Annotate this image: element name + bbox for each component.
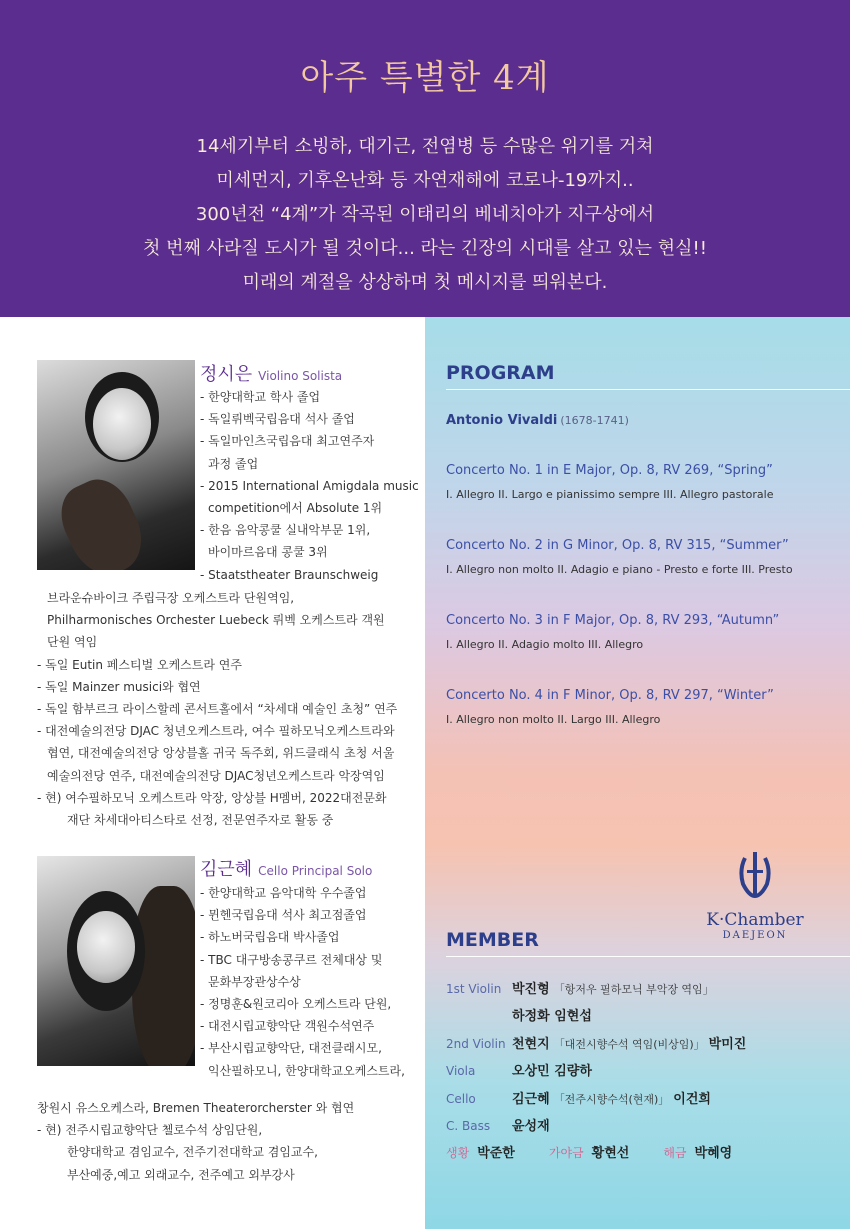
bio-line: - 대전시립교향악단 객원수석연주 <box>200 1019 375 1034</box>
cellist-photo <box>37 856 195 1066</box>
header-banner <box>0 0 850 317</box>
performer-bio-1-cont <box>37 587 417 831</box>
performer-role: Cello Principal Solo <box>258 864 373 878</box>
bio-line: - 현) 전주시립교향악단 첼로수석 상임단원, <box>37 1123 263 1138</box>
bio-line: 부산예중,예고 외래교수, 전주예고 외부강사 <box>67 1167 295 1182</box>
bio-line: 과정 졸업 <box>208 456 259 471</box>
concerto-movements: I. Allegro non molto II. Adagio e piano - Presto e forte III. Presto <box>446 563 793 576</box>
concerto-movements: I. Allegro II. Largo e pianissimo sempre III. Allegro pastorale <box>446 488 774 501</box>
bio-line: 예술의전당 연주, 대전예술의전당 DJAC청년오케스트라 악장역임 <box>47 768 385 783</box>
member-name: 오상민 김량하 <box>512 1064 592 1079</box>
bio-line: Philharmonisches Orchester Luebeck 뤼벡 오케스트라 객원 <box>47 613 385 628</box>
concerto-movements: I. Allegro II. Adagio molto III. Allegro <box>446 638 644 651</box>
bio-line: 브라운슈바이크 주립극장 오케스트라 단원역임, <box>47 591 295 605</box>
k-chamber-logo <box>700 850 810 950</box>
member-section-label: Viola <box>446 1064 476 1078</box>
concerto-title: Concerto No. 4 in F Minor, Op. 8, RV 297, “Winter” <box>446 688 774 703</box>
bio-line: - 독일 Mainzer musici와 협연 <box>37 679 201 694</box>
bio-line: 협연, 대전예술의전당 앙상블홀 귀국 독주회, 위드클래식 초청 서울 <box>47 746 395 761</box>
bio-line: 바이마르음대 콩쿨 3위 <box>208 545 328 560</box>
composer-name: Antonio Vivaldi <box>446 413 558 428</box>
concerto-title: Concerto No. 3 in F Major, Op. 8, RV 293, “Autumn” <box>446 613 780 628</box>
bio-line: competition에서 Absolute 1위 <box>208 501 383 516</box>
face-shape <box>77 911 135 983</box>
member-name: 이건희 <box>673 1092 711 1107</box>
violinist-photo <box>37 360 195 570</box>
member-note: 「항저우 필하모닉 부악장 역임」 <box>553 983 714 996</box>
bio-line: 창원시 유스오케스라, Bremen Theaterorcherster 와 협연 <box>37 1101 355 1115</box>
performer-bio-2-cont <box>37 1097 417 1186</box>
member-row <box>446 1088 715 1107</box>
instrument-label: 가야금 <box>548 1146 584 1160</box>
bio-line: - 뮌헨국립음대 석사 최고점졸업 <box>200 908 367 923</box>
bio-line: 문화부장관상수상 <box>208 974 301 989</box>
member-name: 박혜영 <box>694 1146 733 1161</box>
member-name: 천현지 <box>512 1037 550 1052</box>
performer-role: Violino Solista <box>258 369 343 383</box>
composer-years: (1678-1741) <box>560 414 629 427</box>
bio-line: - TBC 대구방송콩쿠르 전체대상 및 <box>200 952 383 967</box>
bio-line: - 현) 여수필하모닉 오케스트라 악장, 앙상블 H멤버, 2022대전문화 <box>37 790 387 805</box>
intro-line: 미세먼지, 기후온난화 등 자연재해에 코로나-19까지.. <box>216 170 634 191</box>
bio-line: 단원 역임 <box>47 635 98 650</box>
intro-text <box>0 130 850 300</box>
bio-line: - 한양대학교 음악대학 우수졸업 <box>200 886 367 900</box>
logo-mark-icon <box>735 850 775 900</box>
concerto-movements: I. Allegro non molto II. Largo III. Allegro <box>446 713 661 726</box>
bio-line: 익산필하모니, 한양대학교오케스트라, <box>208 1063 405 1078</box>
member-row <box>446 1115 554 1134</box>
program-divider <box>446 389 850 390</box>
performer-name: 김근혜 <box>200 859 253 880</box>
member-name: 황현선 <box>591 1146 630 1161</box>
member-name: 윤성재 <box>512 1119 550 1134</box>
performer-name-2 <box>200 855 372 881</box>
member-heading: MEMBER <box>446 929 539 951</box>
member-row <box>446 1060 596 1079</box>
performer-bio-2 <box>200 882 405 1082</box>
bio-line: - 독일 함부르크 라이스할레 콘서트홀에서 “차세대 예술인 초청” 연주 <box>37 702 398 717</box>
member-note: 「전주시향수석(현재)」 <box>553 1093 670 1106</box>
member-row <box>446 1033 750 1052</box>
bio-line: - 2015 International Amigdala music <box>200 478 419 493</box>
bio-line: 한양대학교 겸임교수, 전주기전대학교 겸임교수, <box>67 1145 318 1160</box>
member-name: 박준한 <box>477 1146 515 1161</box>
member-section-label: C. Bass <box>446 1119 491 1133</box>
traditional-members-row <box>446 1142 766 1161</box>
member-row <box>446 978 718 997</box>
performer-name-1 <box>200 360 342 386</box>
bio-line: - 독일마인츠국립음대 최고연주자 <box>200 434 375 449</box>
member-name: 박진형 <box>512 982 550 997</box>
member-section-label: 2nd Violin <box>446 1037 506 1051</box>
member-name: 박미진 <box>708 1037 747 1052</box>
intro-line: 14세기부터 소빙하, 대기근, 전염병 등 수많은 위기를 거쳐 <box>196 136 654 157</box>
instrument-label: 해금 <box>663 1146 687 1160</box>
bio-line: - 독일뤼벡국립음대 석사 졸업 <box>200 412 355 427</box>
intro-line: 미래의 계절을 상상하며 첫 메시지를 띄워본다. <box>242 272 608 293</box>
member-name: 하정화 임현섭 <box>512 1009 592 1024</box>
bio-line: - 한양대학교 학사 졸업 <box>200 390 321 404</box>
member-note: 「대전시향수석 역임(비상임)」 <box>553 1038 705 1051</box>
performer-bio-1 <box>200 386 419 586</box>
bio-line: - 정명훈&원코리아 오케스트라 단원, <box>200 997 392 1012</box>
concerto-title: Concerto No. 1 in E Major, Op. 8, RV 269, “Spring” <box>446 463 773 478</box>
member-name: 김근혜 <box>512 1092 550 1107</box>
performer-name: 정시은 <box>200 364 253 385</box>
member-divider <box>446 956 850 957</box>
page-title: 아주 특별한 4계 <box>300 58 550 98</box>
bio-line: - 대전예술의전당 DJAC 청년오케스트라, 여수 필하모닉오케스트라와 <box>37 724 395 739</box>
concerto-title: Concerto No. 2 in G Minor, Op. 8, RV 315, “Summer” <box>446 538 789 553</box>
program-heading: PROGRAM <box>446 362 555 384</box>
logo-name: K·Chamber <box>706 910 804 930</box>
bio-line: - Staatstheater Braunschweig <box>200 567 379 582</box>
bio-line: 재단 차세대아티스타로 선정, 전문연주자로 활동 중 <box>67 813 334 828</box>
violin-shape <box>50 470 154 570</box>
bio-line: - 부산시립교향악단, 대전클래시모, <box>200 1041 382 1056</box>
instrument-label: 생황 <box>446 1146 470 1160</box>
bio-line: - 하노버국립음대 박사졸업 <box>200 930 340 945</box>
member-section-label: 1st Violin <box>446 982 502 996</box>
logo-subtitle: DAEJEON <box>722 930 788 941</box>
member-row <box>446 1005 596 1024</box>
face-shape <box>93 388 151 460</box>
composer-line <box>446 413 629 428</box>
bio-line: - 독일 Eutin 페스티벌 오케스트라 연주 <box>37 657 242 672</box>
intro-line: 300년전 “4계”가 작곡된 이태리의 베네치아가 지구상에서 <box>195 204 655 225</box>
bio-line: - 한음 음악콩쿨 실내악부문 1위, <box>200 523 371 538</box>
intro-line: 첫 번째 사라질 도시가 될 것이다... 라는 긴장의 시대를 살고 있는 현실!! <box>142 238 707 259</box>
member-section-label: Cello <box>446 1092 476 1106</box>
